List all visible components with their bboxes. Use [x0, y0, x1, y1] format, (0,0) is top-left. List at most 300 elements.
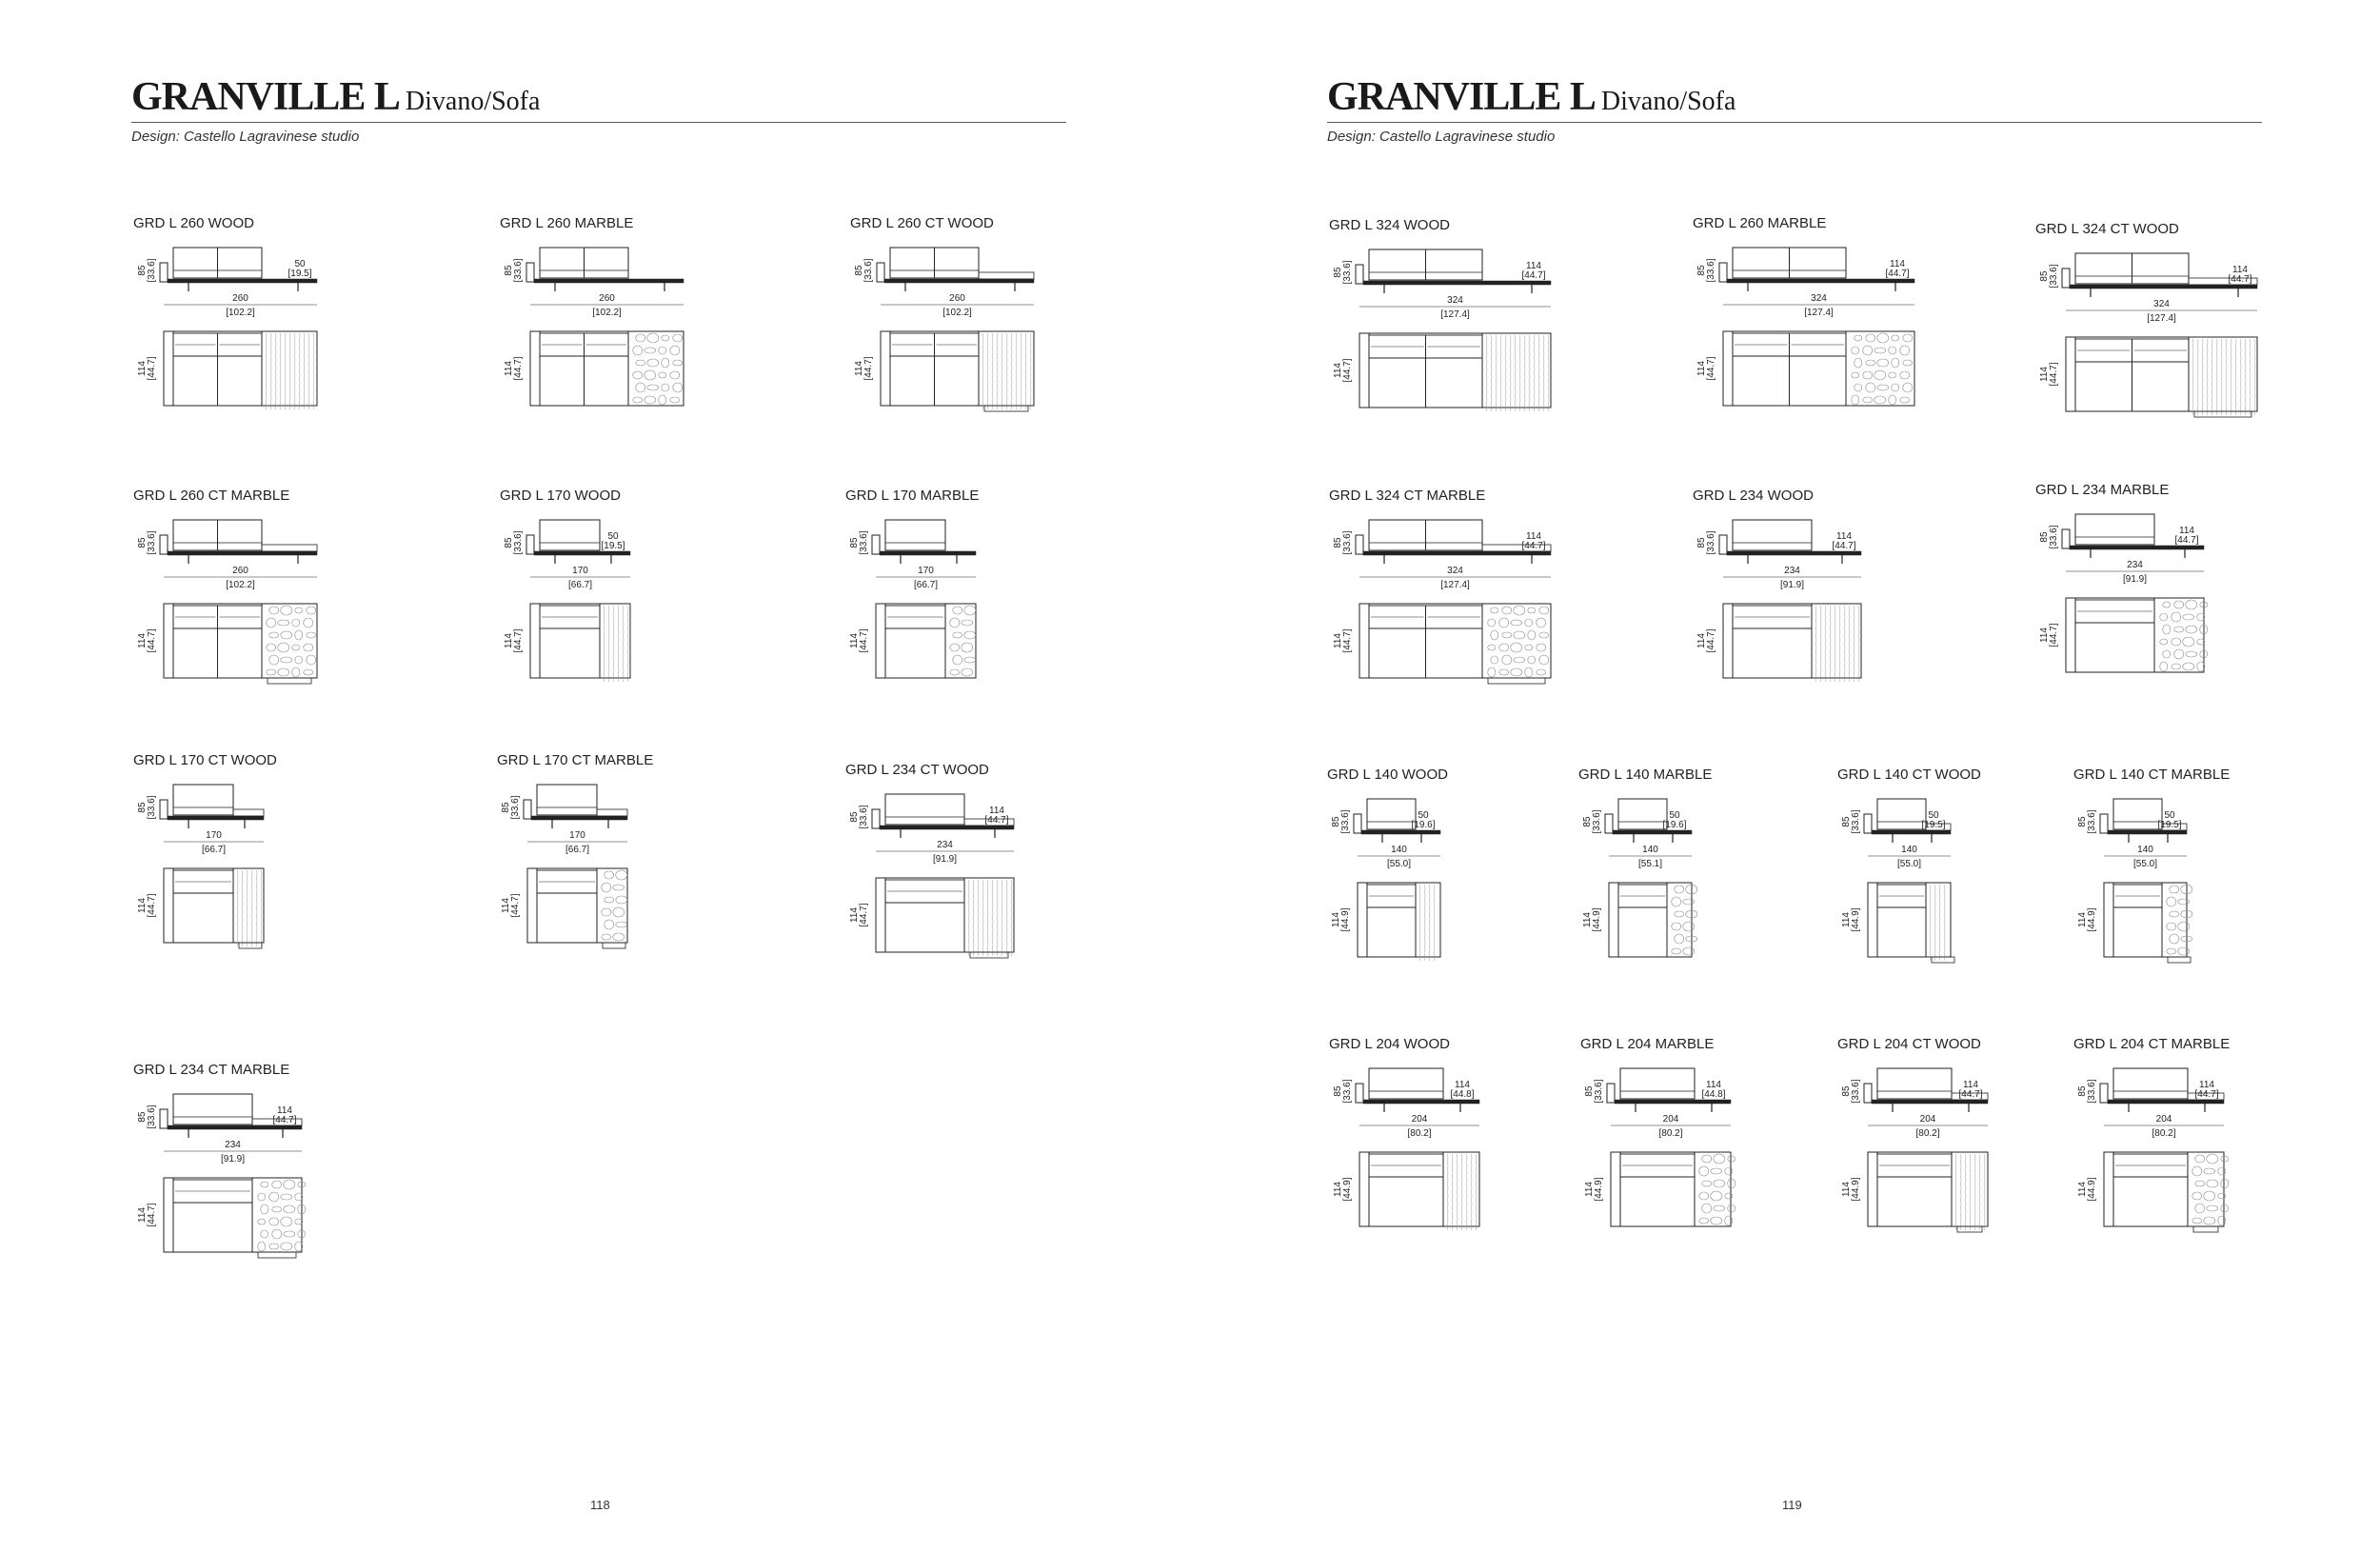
depth-value-inches: [44.9]	[1851, 1177, 1861, 1202]
height-value: 85	[1696, 265, 1707, 276]
module-drawing	[845, 488, 1093, 773]
marble-pattern	[267, 606, 316, 677]
width-value-inches: [127.4]	[1804, 308, 1834, 318]
wood-grain-pattern	[604, 606, 628, 682]
base-frame	[1727, 279, 1914, 283]
module-label: GRD L 170 WOOD	[500, 488, 621, 504]
depth-value-inches: [44.7]	[1706, 628, 1716, 653]
module-label: GRD L 170 CT MARBLE	[497, 752, 654, 768]
width-value: 260	[232, 293, 248, 304]
base-frame	[2070, 546, 2204, 549]
table-top	[262, 604, 317, 678]
plan-outline	[527, 868, 627, 943]
plan-view	[1331, 883, 1440, 961]
module-drawing	[500, 215, 747, 501]
armrest	[2062, 529, 2070, 548]
armrest	[1864, 1084, 1872, 1103]
armrest	[160, 535, 168, 554]
height-value-inches: [33.6]	[1851, 809, 1861, 834]
depth-value-inches: [44.9]	[1340, 907, 1351, 932]
depth-value: 114	[1841, 1182, 1852, 1197]
width-value-inches: [66.7]	[913, 580, 939, 590]
module-label: GRD L 234 WOOD	[1693, 488, 1814, 504]
base-frame	[2108, 830, 2187, 834]
seat-cushion	[1426, 628, 1483, 678]
side-depth-value: 114	[1526, 531, 1541, 542]
height-value: 85	[849, 537, 860, 548]
wood-grain-pattern	[1930, 885, 1945, 961]
technical-drawing	[1329, 217, 1597, 493]
depth-value-inches: [44.9]	[1592, 907, 1602, 932]
width-value: 234	[2127, 560, 2143, 570]
module-label: GRD L 260 CT WOOD	[850, 215, 994, 231]
base-frame	[1361, 830, 1440, 834]
width-value-inches: [66.7]	[201, 845, 227, 855]
elevation-view	[504, 248, 684, 318]
depth-value: 114	[1696, 361, 1707, 376]
plan-outline	[1609, 883, 1692, 957]
base-frame	[1363, 551, 1551, 555]
height-value: 85	[1333, 537, 1343, 548]
armrest	[1356, 535, 1363, 554]
height-value-inches: [33.6]	[147, 530, 157, 555]
table-top	[1695, 1152, 1731, 1226]
height-value-inches: [33.6]	[1342, 530, 1353, 555]
depth-value: 114	[1333, 633, 1343, 648]
width-value: 170	[918, 566, 934, 576]
table-top	[1667, 883, 1692, 957]
side-depth-value-inches: [19.5]	[1921, 820, 1946, 830]
depth-value-inches: [44.7]	[147, 893, 157, 918]
wood-grain-pattern	[1447, 1154, 1477, 1230]
armrest	[1719, 263, 1727, 282]
width-value: 260	[232, 566, 248, 576]
table-top	[1482, 333, 1551, 408]
seat-cushion	[2132, 362, 2190, 411]
product-name: GRANVILLE L	[131, 75, 400, 119]
elevation-view	[137, 520, 317, 590]
side-depth-value-inches: [44.7]	[1885, 269, 1910, 279]
side-depth-value-inches: [19.6]	[1662, 820, 1687, 830]
depth-value-inches: [44.7]	[859, 903, 869, 927]
wood-grain-pattern	[1815, 606, 1859, 682]
depth-value-inches: [44.7]	[1706, 356, 1716, 381]
width-value-inches: [102.2]	[226, 580, 255, 590]
width-value: 140	[2137, 845, 2153, 855]
plan-outline	[1358, 883, 1440, 957]
plan-view	[1696, 604, 1861, 682]
height-value: 85	[2039, 531, 2050, 543]
seat-cushion	[885, 903, 964, 952]
base-frame	[884, 279, 1034, 283]
technical-drawing	[1693, 215, 1960, 491]
height-value-inches: [33.6]	[2087, 809, 2097, 834]
armrest	[2100, 814, 2108, 833]
height-value: 85	[137, 1111, 148, 1123]
technical-drawing	[850, 215, 1080, 491]
plan-view	[504, 604, 630, 682]
module-label: GRD L 204 CT MARBLE	[2073, 1036, 2231, 1052]
width-value-inches: [102.2]	[226, 308, 255, 318]
module-label: GRD L 234 CT MARBLE	[133, 1062, 290, 1078]
side-depth-value: 50	[1418, 810, 1429, 821]
seat-cushion	[1426, 358, 1483, 408]
armrest	[526, 535, 534, 554]
armrest	[2100, 1084, 2108, 1103]
module-label: GRD L 260 MARBLE	[1693, 215, 1827, 231]
designer-credit: Design: Castello Lagravinese studio	[1327, 129, 1556, 145]
technical-drawing	[2073, 767, 2232, 1043]
base-frame	[1872, 830, 1951, 834]
height-value: 85	[854, 265, 864, 276]
height-value: 85	[1331, 816, 1341, 827]
width-value: 234	[225, 1140, 241, 1150]
plan-outline	[2066, 337, 2257, 411]
height-value: 85	[504, 265, 514, 276]
module-drawing	[2073, 767, 2321, 1052]
plan-view	[1841, 883, 1954, 963]
module-drawing	[500, 488, 747, 773]
marble-pattern	[258, 1180, 306, 1251]
seat-cushion	[2075, 623, 2154, 672]
width-value: 260	[949, 293, 965, 304]
plan-outline	[164, 1178, 302, 1252]
side-depth-value: 114	[989, 806, 1004, 816]
height-value: 85	[1582, 816, 1593, 827]
plan-view	[501, 868, 627, 948]
side-depth-value-inches: [19.5]	[2157, 820, 2182, 830]
seat-cushion	[537, 893, 597, 943]
module-drawing	[133, 215, 381, 501]
base-frame	[1727, 551, 1861, 555]
plan-outline	[881, 331, 1034, 406]
side-depth-value: 114	[2232, 265, 2248, 275]
module-label: GRD L 204 CT WOOD	[1837, 1036, 1981, 1052]
side-depth-value: 50	[2164, 810, 2175, 821]
width-value-inches: [55.0]	[1386, 859, 1412, 869]
backrest	[2075, 514, 2154, 545]
width-value-inches: [127.4]	[2147, 313, 2176, 324]
plan-view	[1841, 1152, 1988, 1232]
wood-grain-pattern	[2192, 339, 2255, 415]
backrest	[1877, 1068, 1952, 1099]
depth-value-inches: [44.7]	[510, 893, 521, 918]
module-drawing	[1580, 1036, 1828, 1322]
width-value-inches: [127.4]	[1440, 580, 1470, 590]
technical-drawing	[845, 488, 1021, 764]
elevation-view	[2077, 1068, 2224, 1139]
technical-drawing	[133, 1062, 347, 1338]
page-title	[131, 74, 540, 120]
side-depth-value: 114	[1455, 1080, 1470, 1090]
page-right	[1190, 0, 2380, 1553]
side-depth-value: 114	[2199, 1080, 2214, 1090]
base-frame	[1613, 830, 1692, 834]
depth-value-inches: [44.9]	[1851, 907, 1861, 932]
product-name: GRANVILLE L	[1327, 75, 1596, 119]
width-value-inches: [91.9]	[1779, 580, 1805, 590]
width-value: 170	[569, 830, 585, 841]
height-value: 85	[2077, 1085, 2088, 1097]
wood-grain-pattern	[1486, 335, 1549, 411]
side-depth-value-inches: [19.5]	[288, 269, 312, 279]
seat-cushion	[1620, 1177, 1695, 1226]
armrest	[1719, 535, 1727, 554]
seat-cushion	[173, 1203, 252, 1252]
table-top	[2154, 598, 2204, 672]
width-value-inches: [55.0]	[1896, 859, 1922, 869]
plan-outline	[2066, 598, 2204, 672]
height-value: 85	[501, 802, 511, 813]
armrest	[1864, 814, 1872, 833]
seat-cushion	[173, 356, 218, 406]
plan-outline	[2104, 883, 2187, 957]
seat-cushion	[890, 356, 935, 406]
side-depth-value: 114	[1963, 1080, 1978, 1090]
coffee-table-base	[258, 1252, 296, 1258]
armrest	[160, 263, 168, 282]
width-value: 324	[2153, 299, 2170, 309]
seat-cushion	[2113, 907, 2162, 957]
module-drawing	[1327, 767, 1575, 1052]
side-depth-value-inches: [44.7]	[2194, 1089, 2219, 1100]
width-value: 234	[1784, 566, 1800, 576]
technical-drawing	[2035, 221, 2303, 497]
plan-view	[1333, 333, 1551, 411]
depth-value: 114	[1331, 912, 1341, 927]
elevation-view	[1841, 799, 1951, 869]
backrest	[1620, 1068, 1695, 1099]
width-value: 234	[937, 840, 953, 850]
elevation-view	[854, 248, 1034, 318]
height-value-inches: [33.6]	[2049, 264, 2059, 289]
module-label: GRD L 324 WOOD	[1329, 217, 1450, 233]
armrest	[1354, 814, 1361, 833]
backrest	[1733, 520, 1812, 550]
seat-cushion	[1733, 356, 1790, 406]
base-frame	[168, 279, 317, 283]
side-depth-value-inches: [44.8]	[1450, 1089, 1475, 1100]
width-value-inches: [91.9]	[2122, 574, 2148, 585]
coffee-table-top	[233, 809, 264, 816]
marble-pattern	[602, 870, 627, 941]
depth-value: 114	[849, 907, 860, 923]
module-drawing	[2035, 482, 2283, 767]
base-frame	[1363, 281, 1551, 285]
depth-value: 114	[501, 898, 511, 913]
height-value-inches: [33.6]	[863, 258, 874, 283]
technical-drawing	[133, 215, 363, 491]
seat-cushion	[1369, 358, 1426, 408]
depth-value-inches: [44.7]	[859, 628, 869, 653]
plan-view	[1333, 604, 1551, 684]
base-frame	[534, 279, 684, 283]
width-value: 204	[2155, 1114, 2172, 1125]
side-depth-value: 50	[607, 531, 619, 542]
plan-outline	[1359, 604, 1551, 678]
module-drawing	[133, 1062, 381, 1347]
seat-cushion	[1367, 907, 1416, 957]
plan-view	[137, 604, 317, 684]
plan-view	[137, 868, 264, 948]
seat-cushion	[885, 628, 945, 678]
side-depth-value-inches: [44.7]	[1958, 1089, 1983, 1100]
base-frame	[2070, 285, 2257, 289]
side-depth-value-inches: [44.7]	[2174, 535, 2199, 546]
armrest	[1356, 265, 1363, 284]
armrest	[872, 535, 880, 554]
module-drawing	[1693, 488, 1940, 773]
base-frame	[168, 1125, 302, 1129]
width-value-inches: [102.2]	[592, 308, 622, 318]
plan-outline	[164, 331, 317, 406]
depth-value-inches: [44.7]	[1342, 358, 1353, 383]
marble-pattern	[2192, 1154, 2229, 1225]
width-value: 140	[1391, 845, 1407, 855]
wood-grain-pattern	[1419, 885, 1435, 961]
height-value-inches: [33.6]	[1340, 809, 1351, 834]
elevation-view	[1333, 520, 1551, 590]
width-value-inches: [102.2]	[942, 308, 972, 318]
elevation-view	[849, 794, 1014, 865]
seat-cushion	[173, 628, 218, 678]
module-label: GRD L 170 CT WOOD	[133, 752, 277, 768]
width-value-inches: [66.7]	[565, 845, 590, 855]
module-label: GRD L 324 CT WOOD	[2035, 221, 2179, 237]
backrest	[173, 1094, 252, 1125]
side-depth-value-inches: [44.7]	[984, 815, 1009, 826]
width-value: 204	[1919, 1114, 1936, 1125]
seat-cushion	[2113, 1177, 2188, 1226]
base-frame	[531, 816, 627, 820]
coffee-table-base	[2193, 1226, 2218, 1232]
elevation-view	[504, 520, 630, 590]
plan-outline	[2104, 1152, 2224, 1226]
side-depth-value: 114	[2179, 526, 2194, 536]
depth-value: 114	[1582, 912, 1593, 927]
module-drawing	[2035, 221, 2283, 507]
width-value: 324	[1811, 293, 1827, 304]
technical-drawing	[1327, 767, 1486, 1043]
module-drawing	[845, 762, 1093, 1047]
side-depth-value-inches: [19.5]	[601, 541, 625, 551]
height-value-inches: [33.6]	[1706, 530, 1716, 555]
module-label: GRD L 234 MARBLE	[2035, 482, 2170, 498]
technical-drawing	[1578, 767, 1737, 1043]
technical-drawing	[2073, 1036, 2270, 1312]
depth-value: 114	[1584, 1182, 1595, 1197]
height-value: 85	[137, 537, 148, 548]
elevation-view	[1584, 1068, 1731, 1139]
seat-cushion	[1369, 1177, 1443, 1226]
coffee-table-base	[2168, 957, 2191, 963]
backrest	[1618, 799, 1667, 829]
module-label: GRD L 140 WOOD	[1327, 767, 1448, 783]
seat-cushion	[218, 356, 263, 406]
elevation-view	[137, 248, 317, 318]
plan-view	[849, 604, 976, 678]
armrest	[877, 263, 884, 282]
width-value: 324	[1447, 295, 1463, 306]
width-value-inches: [80.2]	[2152, 1128, 2176, 1139]
product-subtitle: Divano/Sofa	[1600, 87, 1736, 116]
height-value-inches: [33.6]	[859, 805, 869, 829]
designer-credit: Design: Castello Lagravinese studio	[131, 129, 360, 145]
side-depth-value-inches: [44.7]	[272, 1115, 297, 1125]
armrest	[526, 263, 534, 282]
armrest	[160, 800, 168, 819]
height-value-inches: [33.6]	[1851, 1079, 1861, 1104]
depth-value-inches: [44.7]	[2049, 623, 2059, 647]
armrest	[1605, 814, 1613, 833]
height-value-inches: [33.6]	[513, 530, 524, 555]
depth-value: 114	[1696, 633, 1707, 648]
armrest	[160, 1109, 168, 1128]
module-drawing	[133, 488, 381, 773]
depth-value-inches: [44.7]	[863, 356, 874, 381]
height-value: 85	[2077, 816, 2088, 827]
height-value-inches: [33.6]	[147, 1105, 157, 1129]
width-value-inches: [55.1]	[1637, 859, 1663, 869]
module-drawing	[1837, 767, 2085, 1052]
table-top	[2189, 337, 2257, 411]
plan-view	[137, 1178, 306, 1258]
depth-value-inches: [44.9]	[2087, 1177, 2097, 1202]
depth-value-inches: [44.7]	[147, 628, 157, 653]
height-value: 85	[2039, 270, 2050, 282]
marble-pattern	[633, 333, 683, 405]
backrest	[2113, 1068, 2188, 1099]
height-value-inches: [33.6]	[1342, 260, 1353, 285]
technical-drawing	[845, 762, 1060, 1038]
height-value-inches: [33.6]	[2049, 525, 2059, 549]
width-value: 140	[1642, 845, 1658, 855]
technical-drawing	[1693, 488, 1907, 764]
elevation-view	[1331, 799, 1440, 869]
backrest	[537, 785, 597, 815]
module-label: GRD L 170 MARBLE	[845, 488, 980, 504]
backrest	[173, 785, 233, 815]
technical-drawing	[500, 488, 676, 764]
height-value-inches: [33.6]	[147, 258, 157, 283]
plan-view	[2077, 883, 2192, 963]
plan-outline	[530, 604, 630, 678]
marble-pattern	[1488, 606, 1549, 677]
depth-value-inches: [44.7]	[513, 628, 524, 653]
technical-drawing	[2035, 482, 2250, 758]
height-value: 85	[1841, 816, 1852, 827]
seat-cushion	[1733, 628, 1812, 678]
depth-value-inches: [44.9]	[2087, 907, 2097, 932]
seat-cushion	[1877, 907, 1926, 957]
depth-value: 114	[854, 361, 864, 376]
module-drawing	[1837, 1036, 2085, 1322]
depth-value: 114	[1333, 1182, 1343, 1197]
depth-value-inches: [44.7]	[513, 356, 524, 381]
base-frame	[168, 816, 264, 820]
depth-value: 114	[137, 633, 148, 648]
coffee-table-top	[597, 809, 627, 816]
plan-view	[137, 331, 317, 409]
elevation-view	[1333, 1068, 1479, 1139]
depth-value-inches: [44.7]	[147, 1203, 157, 1227]
plan-outline	[876, 878, 1014, 952]
coffee-table-base	[603, 943, 625, 948]
plan-outline	[530, 331, 684, 406]
plan-outline	[876, 604, 976, 678]
depth-value: 114	[504, 633, 514, 648]
height-value-inches: [33.6]	[513, 258, 524, 283]
